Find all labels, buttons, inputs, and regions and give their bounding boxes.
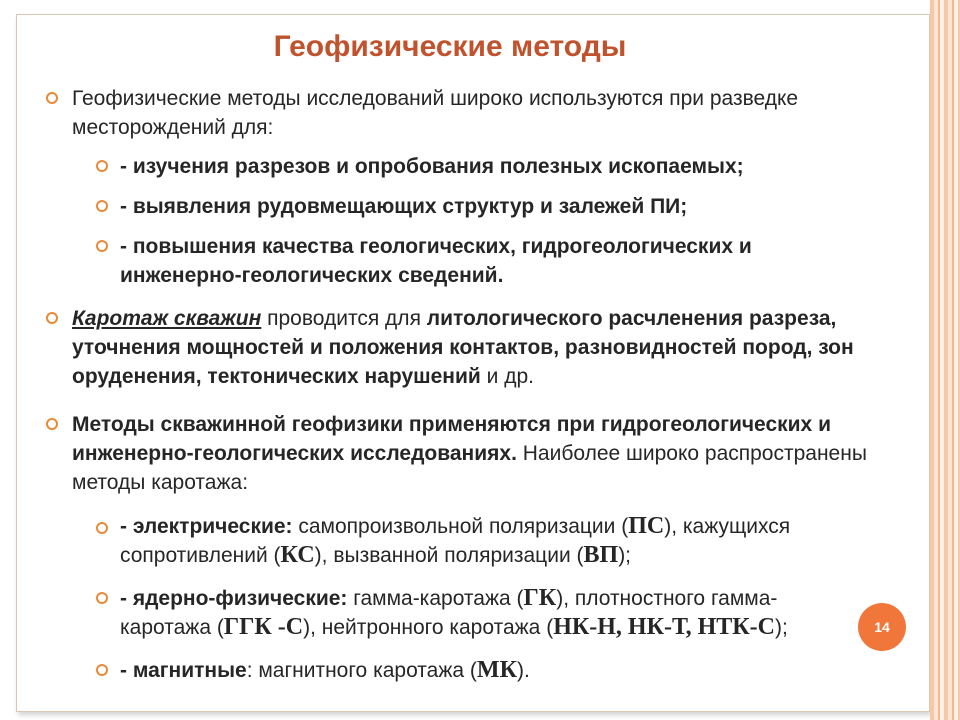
bullet-1: Геофизические методы исследований широко используются при разведке месторождений для: <box>72 87 799 139</box>
abbr-ps: ПС <box>628 513 665 539</box>
bullet-icon <box>46 312 58 324</box>
text-span: ); <box>775 616 788 639</box>
text-span: самопроизвольной поляризации ( <box>292 515 629 538</box>
slide-title: Геофизические методы <box>273 30 627 63</box>
method-electrical <box>120 512 860 570</box>
bullet-icon <box>46 92 58 104</box>
text-bold: литологического расчленения разреза, уточнения мощностей и положения контактов, разновидностей пород, зон оруденения, тектонических нарушений <box>72 307 854 388</box>
text-span: ), плотностного гамма-каротажа ( <box>120 587 778 639</box>
term-karotazh: Каротаж скважин <box>72 307 262 330</box>
bullet-2 <box>72 304 902 391</box>
text-span: ); <box>618 544 632 567</box>
bullet-icon <box>96 200 108 212</box>
bullet-icon <box>96 522 108 534</box>
method-magnetic <box>120 656 860 685</box>
bullet-1-sub-1: - изучения разрезов и опробования полезных ископаемых; <box>120 155 744 178</box>
method-nuclear <box>120 584 860 642</box>
text-span: проводится для <box>261 307 427 330</box>
text-span: и др. <box>480 365 534 388</box>
bullet-3 <box>72 410 892 497</box>
text-span: ). <box>516 659 530 682</box>
bullet-1-sub-2: - выявления рудовмещающих структур и залежей ПИ; <box>120 195 688 218</box>
bullet-icon <box>96 160 108 172</box>
abbr-ggk: ГГК -С <box>223 614 304 640</box>
page-number-badge: 14 <box>858 603 906 651</box>
abbr-nk: НК-Н, НК-Т, НТК-С <box>553 614 775 640</box>
text-bold: Методы скважинной геофизики применяются при гидрогеологических и инженерно-геологических исследованиях. <box>72 413 831 465</box>
bullet-icon <box>96 664 108 676</box>
text-span: Наиболее широко распространены методы каротажа: <box>72 442 867 494</box>
text-bold: - электрические: <box>120 515 293 538</box>
text-span: ), вызванной поляризации ( <box>314 544 584 567</box>
text-bold: - ядерно-физические: <box>120 587 348 610</box>
text-span: гамма-каротажа ( <box>347 587 524 610</box>
bullet-icon <box>46 418 58 430</box>
abbr-mk: МК <box>476 657 517 683</box>
bullet-icon <box>96 240 108 252</box>
text-span: ), кажущихся сопротивлений ( <box>120 515 791 567</box>
text-span: ), нейтронного каротажа ( <box>303 616 554 639</box>
text-span: : магнитного каротажа ( <box>246 659 477 682</box>
abbr-vp: ВП <box>583 542 619 568</box>
text-bold: - магнитные <box>120 659 247 682</box>
bullet-icon <box>96 592 108 604</box>
abbr-gk: ГК <box>523 585 557 611</box>
abbr-ks: КС <box>280 542 315 568</box>
bullet-1-sub-3: - повышения качества геологических, гидрогеологических и инженерно-геологических сведений. <box>120 235 752 287</box>
decorative-stripes <box>930 0 960 720</box>
